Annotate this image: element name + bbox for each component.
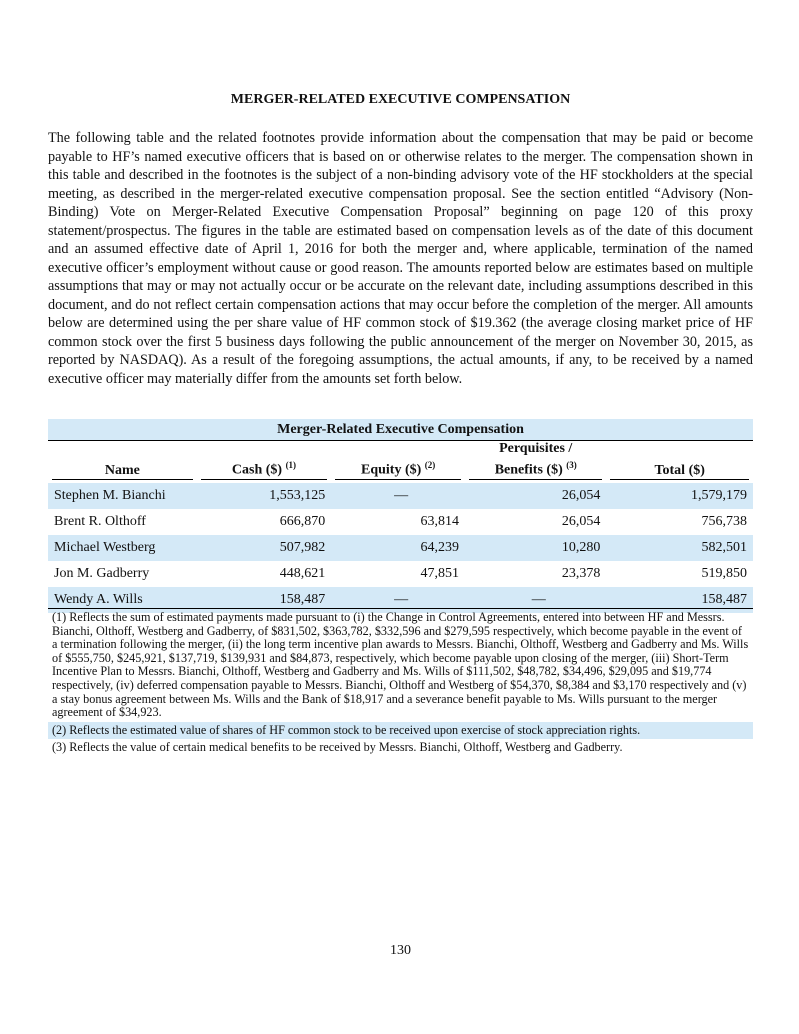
cell-equity: 64,239	[331, 535, 465, 561]
cell-equity: 47,851	[420, 565, 460, 581]
cell-total: 519,850	[701, 565, 747, 581]
column-header-name: Name	[48, 441, 197, 483]
cell-perquisites: 10,280	[465, 535, 606, 561]
cell-cash: 507,982	[197, 535, 331, 561]
page-number: 130	[390, 943, 411, 958]
cell-perquisites: 23,378	[561, 565, 601, 581]
table-row	[48, 509, 753, 535]
column-header-total: Total ($)	[606, 441, 753, 483]
cell-total: 158,487	[606, 587, 753, 613]
cell-perquisites: 26,054	[465, 483, 606, 509]
cell-equity: 63,814	[420, 513, 460, 529]
cell-name: Wendy A. Wills	[48, 587, 197, 613]
column-header-perquisites: Perquisites / Benefits ($) $^{(3)}$	[465, 441, 606, 483]
cell-cash: 158,487	[197, 587, 331, 613]
footnotes	[48, 608, 753, 757]
cell-equity: —	[331, 587, 465, 613]
cell-name: Brent R. Olthoff	[54, 513, 146, 529]
cell-cash: 1,553,125	[197, 483, 331, 509]
cell-total: 1,579,179	[606, 483, 753, 509]
column-header-equity: Equity ($) $^{(2)}$	[331, 441, 465, 483]
table-row	[48, 483, 753, 509]
column-header-cash: Cash ($) $^{(1)}$	[197, 441, 331, 483]
cell-equity: —	[331, 483, 465, 509]
table-row	[48, 535, 753, 561]
footnote-2: (2) Reflects the estimated value of shares of HF common stock to be received upon exercise of stock appreciation rights.	[48, 722, 753, 740]
cell-total: 756,738	[701, 513, 747, 529]
footnote-1: (1) Reflects the sum of estimated payments made pursuant to (i) the Change in Control Agreements, entered into between HF and Messrs. Bianchi, Olthoff, Westberg and Gadberry, of $831,502, $363,782, $332,596 and $279,595 respectively, which become payable in the event of a termination following the merger, (ii) the long term incentive plan awards to Messrs. Bianchi, Olthoff, Westberg and Gadberry and Ms. Wills of $555,750, $245,921, $137,719, $139,931 and $84,873, respectively, which become payable upon closing of the merger, (iii) Short-Term Incentive Plan to Messrs. Bianchi, Olthoff, Westberg and Gadberry and Ms. Wills of $111,502, $48,782, $34,496, $29,095 and $19,774 respectively, (iv) deferred compensation payable to Messrs. Bianchi, Olthoff and Westberg of $54,370, $8,384 and $3,170 respectively and (v) a stay bonus agreement between Ms. Wills and the Bank of $18,917 and a severance benefit payable to Ms. Wills pursuant to the merger agreement of $34,923.	[48, 608, 753, 722]
table-row	[48, 561, 753, 587]
intro-paragraph: The following table and the related footnotes provide information about the compensation that may be paid or become payable to HF’s named executive officers that is based on or otherwise relates to the merger. The compensation shown in this table and described in the footnotes is the subject of a non-binding advisory vote of the HF stockholders at the special meeting, as described in the merger-related executive compensation proposal. See the section entitled “Advisory (Non-Binding) Vote on Merger-Related Executive Compensation Proposal” beginning on page 120 of this proxy statement/prospectus. The figures in the table are estimated based on compensation levels as of the date of this document and an assumed effective date of April 1, 2016 for both the merger and, where applicable, termination of the named executive officer’s employment without cause or good reason. The amounts reported below are estimates based on multiple assumptions that may or may not actually occur or be accurate on the relevant date, including assumptions described in this document, and do not reflect certain compensation actions that may occur before the completion of the merger. All amounts below are determined using the per share value of HF common stock of $19.362 (the average closing market price of HF common stock over the first 5 business days following the public announcement of the merger on November 30, 2015, as reported by NASDAQ). As a result of the foregoing assumptions, the actual amounts, if any, to be received by a named executive officer may materially differ from the amounts set forth below.	[48, 130, 753, 387]
cell-name: Stephen M. Bianchi	[48, 483, 197, 509]
cell-perquisites: 26,054	[561, 513, 601, 529]
section-heading: MERGER-RELATED EXECUTIVE COMPENSATION	[230, 92, 571, 107]
cell-name: Michael Westberg	[48, 535, 197, 561]
cell-total: 582,501	[606, 535, 753, 561]
cell-name: Jon M. Gadberry	[54, 565, 150, 581]
cell-cash: 448,621	[279, 565, 326, 581]
footnote-3: (3) Reflects the value of certain medical benefits to be received by Messrs. Bianchi, Olthoff, Westberg and Gadberry.	[52, 740, 623, 755]
cell-perquisites: —	[465, 587, 606, 613]
cell-cash: 666,870	[279, 513, 326, 529]
table-title: Merger-Related Executive Compensation	[48, 419, 753, 441]
compensation-table	[48, 419, 753, 613]
